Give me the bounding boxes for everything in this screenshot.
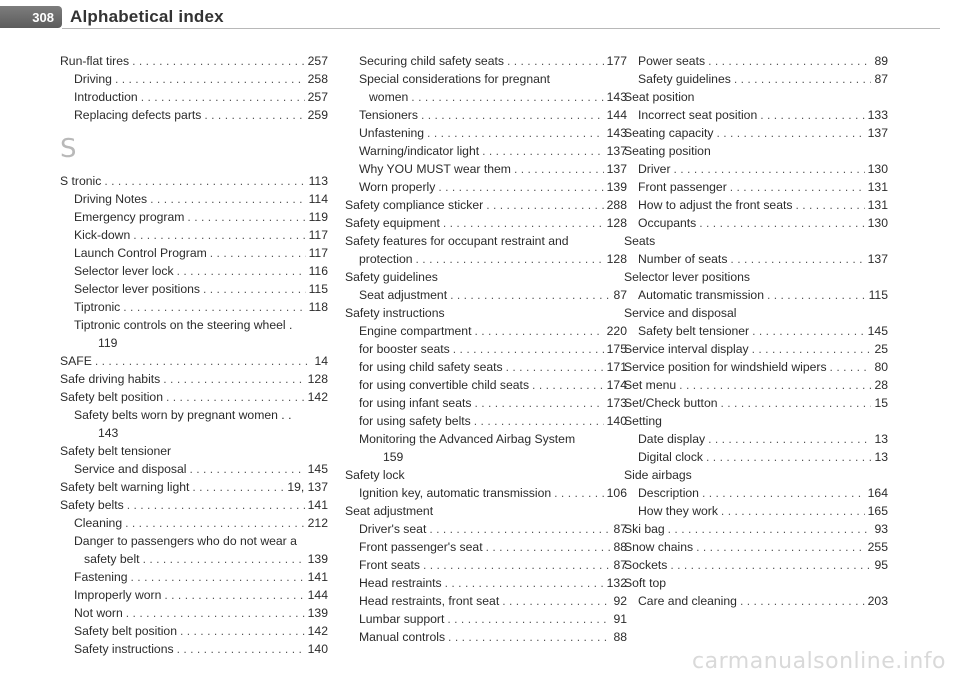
index-entry: Safety equipment . . . 128 [345,214,627,232]
index-entry: Ski bag . . . 93 [624,520,888,538]
index-entry: Service position for windshield wipers . . . 80 [624,358,888,376]
index-subentry: Special considerations for pregnant [359,72,551,86]
index-subentry: Improperly worn . . . 144 [60,586,328,604]
index-subentry: How to adjust the front seats . . . 131 [624,196,888,214]
section-letter: S [60,134,77,164]
index-entry: Soft top [624,576,667,590]
index-subentry: Automatic transmission . . . 115 [624,286,888,304]
index-subentry: Front passenger . . . 131 [624,178,888,196]
page-number: 308 [32,9,54,25]
index-entry: Safety belt warning light . . . 19, 137 [60,478,328,496]
index-entry: Safety belt tensioner [60,444,172,458]
index-subentry: Front seats . . . 87 [345,556,627,574]
index-subentry: Cleaning . . . 212 [60,514,328,532]
index-column-2 [345,52,627,646]
index-entry: Seat position [624,90,695,104]
index-subentry: Safety belt position . . . 142 [60,622,328,640]
index-subentry: Tiptronic controls on the steering wheel . 119 [74,318,293,350]
index-column-3 [624,52,888,610]
index-subentry: Head restraints . . . 132 [345,574,627,592]
index-subentry: Driver's seat . . . 87 [345,520,627,538]
index-entry: Safety guidelines [345,270,438,284]
index-subentry: How they work . . . 165 [624,502,888,520]
index-subentry: Incorrect seat position . . . 133 [624,106,888,124]
index-subentry: for using safety belts . . . 140 [345,412,627,430]
index-entry: Seat adjustment [345,504,434,518]
index-entry: Set/Check button . . . 15 [624,394,888,412]
index-subentry: Tensioners . . . 144 [345,106,627,124]
index-entry: SAFE . . . 14 [60,352,328,370]
index-subentry: Driving . . . 258 [60,70,328,88]
index-subentry: Warning/indicator light . . . 137 [345,142,627,160]
index-subentry: for booster seats . . . 175 [345,340,627,358]
index-subentry: Manual controls . . . 88 [345,628,627,646]
index-entry: Snow chains . . . 255 [624,538,888,556]
index-subentry: Worn properly . . . 139 [345,178,627,196]
index-column-1 [60,52,328,658]
index-entry: Set menu . . . 28 [624,376,888,394]
index-subentry: Launch Control Program . . . 117 [60,244,328,262]
index-entry: Safety belt position . . . 142 [60,388,328,406]
index-subentry: Front passenger's seat . . . 88 [345,538,627,556]
index-subentry: Number of seats . . . 137 [624,250,888,268]
index-subentry: Replacing defects parts . . . 259 [60,106,328,124]
index-entry: Safety features for occupant restraint and [345,234,569,248]
index-subentry: Seat adjustment . . . 87 [345,286,627,304]
index-subentry: Driving Notes . . . 114 [60,190,328,208]
index-subentry: Monitoring the Advanced Airbag System 159 [359,432,576,464]
index-subentry: Selector lever positions . . . 115 [60,280,328,298]
index-subentry: Tiptronic . . . 118 [60,298,328,316]
index-subentry: Why YOU MUST wear them . . . 137 [345,160,627,178]
index-subentry: Digital clock . . . 13 [624,448,888,466]
index-subentry: Occupants . . . 130 [624,214,888,232]
index-entry: Sockets . . . 95 [624,556,888,574]
index-entry: Service and disposal [624,306,737,320]
index-subentry-cont: safety belt . . . 139 [60,550,328,568]
index-entry: Selector lever positions [624,270,750,284]
index-entry: Seating capacity . . . 137 [624,124,888,142]
index-subentry: for using infant seats . . . 173 [345,394,627,412]
index-subentry: for using child safety seats . . . 171 [345,358,627,376]
index-subentry: Date display . . . 13 [624,430,888,448]
index-entry: Setting [624,414,662,428]
index-entry: Service interval display . . . 25 [624,340,888,358]
index-subentry: Driver . . . 130 [624,160,888,178]
page-title: Alphabetical index [70,7,224,26]
index-entry: Run-flat tires . . . 257 [60,52,328,70]
index-subentry: Lumbar support . . . 91 [345,610,627,628]
index-entry: Seats [624,234,656,248]
index-subentry: Service and disposal . . . 145 [60,460,328,478]
index-subentry: for using convertible child seats . . . 174 [345,376,627,394]
index-subentry: Introduction . . . 257 [60,88,328,106]
index-subentry: Safety belt tensioner . . . 145 [624,322,888,340]
index-subentry: Kick-down . . . 117 [60,226,328,244]
index-entry: Safety compliance sticker . . . 288 [345,196,627,214]
index-subentry: Safety guidelines . . . 87 [624,70,888,88]
index-entry: Safety belts . . . 141 [60,496,328,514]
index-subentry: Care and cleaning . . . 203 [624,592,888,610]
index-subentry: Emergency program . . . 119 [60,208,328,226]
index-subentry: Description . . . 164 [624,484,888,502]
index-subentry: Unfastening . . . 143 [345,124,627,142]
header-divider [62,28,940,29]
index-subentry: Selector lever lock . . . 116 [60,262,328,280]
index-entry: Safety instructions [345,306,445,320]
watermark: carmanualsonline.info [692,649,946,674]
page-number-tab [0,6,62,28]
index-entry: Safety lock [345,468,405,482]
index-entry: S tronic . . . 113 [60,172,328,190]
index-subentry: Safety instructions . . . 140 [60,640,328,658]
index-subentry: Ignition key, automatic transmission . . . 106 [345,484,627,502]
index-entry: Seating position [624,144,711,158]
index-entry: Safe driving habits . . . 128 [60,370,328,388]
index-subentry: Securing child safety seats . . . 177 [345,52,627,70]
index-entry-cont: protection . . . 128 [345,250,627,268]
index-subentry: Power seats . . . 89 [624,52,888,70]
index-entry: Side airbags [624,468,692,482]
index-subentry: Fastening . . . 141 [60,568,328,586]
index-subentry: Danger to passengers who do not wear a [74,534,297,548]
index-subentry: Safety belts worn by pregnant women . . 143 [74,408,292,440]
index-subentry: Not worn . . . 139 [60,604,328,622]
index-subentry-cont: women . . . 143 [345,88,627,106]
index-subentry: Engine compartment . . . 220 [345,322,627,340]
index-subentry: Head restraints, front seat . . . 92 [345,592,627,610]
